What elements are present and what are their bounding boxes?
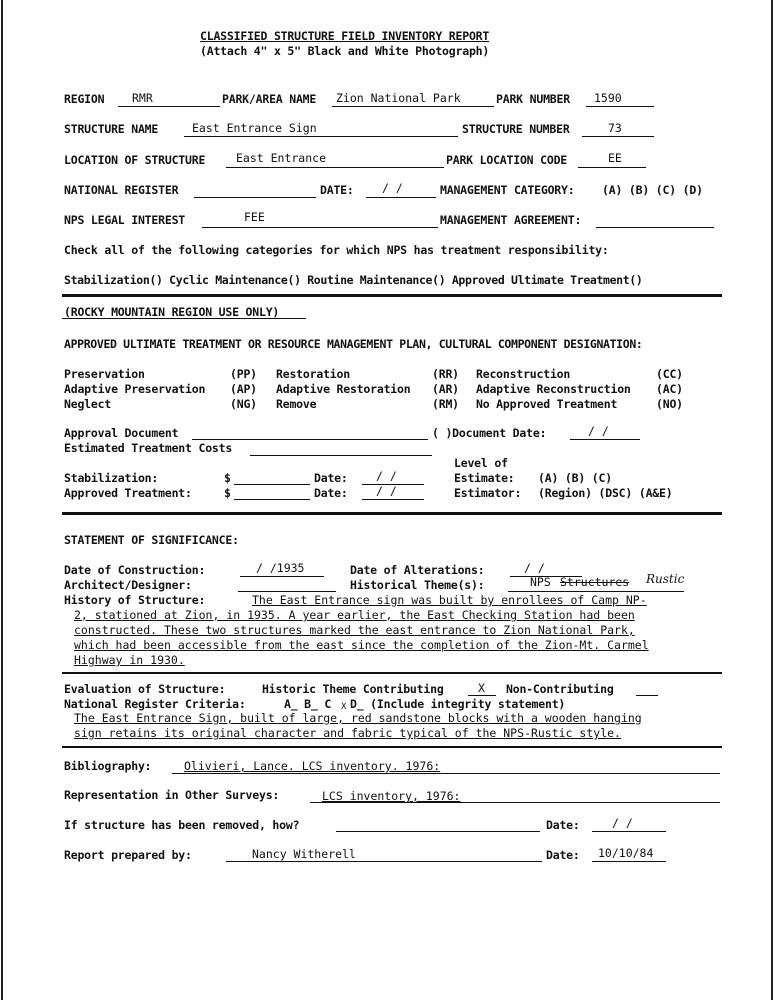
national-register-underline bbox=[194, 197, 316, 198]
contributing-underline bbox=[468, 695, 496, 696]
stabilization-dollar: $ bbox=[224, 471, 231, 485]
treatment-no-approved: No Approved Treatment bbox=[476, 397, 618, 411]
criteria-mark: X bbox=[341, 702, 347, 712]
historical-theme-handwritten: Rustic bbox=[646, 572, 685, 586]
construction-date-underline bbox=[240, 576, 324, 577]
estimated-costs-underline bbox=[250, 455, 432, 456]
treatment-adaptive-preservation: Adaptive Preservation bbox=[64, 382, 206, 396]
history-line-3: constructed. These two structures marked the east entrance to Zion National Park, bbox=[74, 623, 635, 637]
park-number-label: PARK NUMBER bbox=[496, 92, 570, 106]
representation-value: LCS inventory, 1976: bbox=[322, 789, 461, 803]
treatment-adaptive-restoration-code: (AR) bbox=[432, 382, 459, 396]
removed-label: If structure has been removed, how? bbox=[64, 818, 300, 832]
park-name-value: Zion National Park bbox=[336, 91, 461, 105]
treatment-neglect-code: (NG) bbox=[230, 397, 257, 411]
non-contributing-underline bbox=[636, 695, 658, 696]
stabilization-date-value: / / bbox=[376, 469, 397, 483]
evaluation-label: Evaluation of Structure: bbox=[64, 682, 226, 696]
non-contributing-label: Non-Contributing bbox=[506, 682, 614, 696]
rocky-mountain-heading: (ROCKY MOUNTAIN REGION USE ONLY) bbox=[64, 305, 280, 319]
treatment-adaptive-restoration: Adaptive Restoration bbox=[276, 382, 411, 396]
park-location-code-label: PARK LOCATION CODE bbox=[446, 153, 568, 167]
prepared-by-underline bbox=[226, 861, 542, 862]
region-value: RMR bbox=[132, 91, 153, 105]
location-underline bbox=[226, 167, 444, 168]
structure-number-underline bbox=[582, 136, 654, 137]
history-line-2: 2, stationed at Zion, in 1935. A year earlier, the East Checking Station had been bbox=[74, 608, 635, 622]
approved-treatment-date-label: Date: bbox=[314, 486, 348, 500]
section-divider-2 bbox=[62, 512, 722, 515]
bibliography-label: Bibliography: bbox=[64, 759, 152, 773]
historical-theme-struck: Structures bbox=[560, 575, 630, 589]
representation-label: Representation in Other Surveys: bbox=[64, 788, 280, 802]
management-category-options: (A) (B) (C) (D) bbox=[602, 183, 703, 197]
removed-underline bbox=[336, 831, 540, 832]
estimator-options: (Region) (DSC) (A&E) bbox=[538, 486, 673, 500]
stabilization-cost-underline bbox=[234, 484, 310, 485]
history-line-1: The East Entrance sign was built by enrollees of Camp NP- bbox=[252, 593, 647, 607]
legal-interest-value: FEE bbox=[244, 210, 265, 224]
structure-name-underline bbox=[184, 136, 458, 137]
prepared-date-value: 10/10/84 bbox=[598, 846, 654, 860]
section-divider-1 bbox=[62, 294, 722, 297]
legal-interest-label: NPS LEGAL INTEREST bbox=[64, 213, 186, 227]
prepared-by-label: Report prepared by: bbox=[64, 848, 192, 862]
structure-name-value: East Entrance Sign bbox=[192, 121, 317, 135]
treatment-preservation-code: (PP) bbox=[230, 367, 257, 381]
park-name-label: PARK/AREA NAME bbox=[222, 92, 317, 106]
park-location-code-value: EE bbox=[608, 151, 622, 165]
stabilization-cost-label: Stabilization: bbox=[64, 471, 159, 485]
prepared-date-label: Date: bbox=[546, 848, 580, 862]
historic-theme-contributing: Historic Theme Contributing bbox=[262, 682, 444, 696]
location-label: LOCATION OF STRUCTURE bbox=[64, 153, 206, 167]
construction-date-value: / /1935 bbox=[256, 561, 305, 575]
alterations-date-value: / / bbox=[524, 561, 545, 575]
removed-date-underline bbox=[592, 831, 666, 832]
approved-treatment-date-value: / / bbox=[376, 484, 397, 498]
estimate-options: (A) (B) (C) bbox=[538, 471, 612, 485]
history-line-4: which had been accessible from the east since the completion of the Zion-Mt. Carmel bbox=[74, 638, 649, 652]
stabilization-date-label: Date: bbox=[314, 471, 348, 485]
legal-interest-underline bbox=[202, 227, 438, 228]
approved-treatment-heading: APPROVED ULTIMATE TREATMENT OR RESOURCE MANAGEMENT PLAN, CULTURAL COMPONENT DESIGNATION: bbox=[64, 337, 643, 351]
treatment-restoration: Restoration bbox=[276, 367, 350, 381]
treatment-adaptive-reconstruction-code: (AC) bbox=[656, 382, 683, 396]
document-date-value: / / bbox=[588, 424, 609, 438]
section-divider-4 bbox=[62, 746, 722, 748]
nr-date-value: / / bbox=[382, 181, 403, 195]
bibliography-underline bbox=[172, 773, 720, 774]
treatment-restoration-code: (RR) bbox=[432, 367, 459, 381]
approved-treatment-cost-label: Approved Treatment: bbox=[64, 486, 192, 500]
approved-treatment-dollar: $ bbox=[224, 486, 231, 500]
management-category-label: MANAGEMENT CATEGORY: bbox=[440, 183, 575, 197]
treatment-preservation: Preservation bbox=[64, 367, 145, 381]
treatment-reconstruction: Reconstruction bbox=[476, 367, 571, 381]
level-of-label: Level of bbox=[454, 456, 508, 470]
location-value: East Entrance bbox=[236, 151, 327, 165]
treatment-remove: Remove bbox=[276, 397, 317, 411]
contributing-mark: X bbox=[478, 681, 485, 695]
scan-right-edge bbox=[771, 0, 773, 1000]
treatment-reconstruction-code: (CC) bbox=[656, 367, 683, 381]
structure-name-label: STRUCTURE NAME bbox=[64, 122, 159, 136]
historical-theme-typed: NPS bbox=[530, 575, 551, 589]
alterations-date-label: Date of Alterations: bbox=[350, 563, 485, 577]
treatment-remove-code: (RM) bbox=[432, 397, 459, 411]
significance-heading: STATEMENT OF SIGNIFICANCE: bbox=[64, 533, 239, 547]
criteria-value: A_ B_ C bbox=[284, 697, 332, 711]
structure-number-value: 73 bbox=[608, 121, 622, 135]
prepared-date-underline bbox=[592, 861, 666, 862]
treatment-responsibility-options: Stabilization() Cyclic Maintenance() Routine Maintenance() Approved Ultimate Treatment() bbox=[64, 273, 643, 287]
treatment-no-approved-code: (NO) bbox=[656, 397, 683, 411]
form-subtitle: (Attach 4" x 5" Black and White Photograph) bbox=[200, 44, 490, 58]
region-label: REGION bbox=[64, 92, 105, 106]
document-date-label: ( )Document Date: bbox=[432, 426, 547, 440]
integrity-line-2: sign retains its original character and fabric typical of the NPS-Rustic style. bbox=[74, 726, 621, 740]
prepared-by-value: Nancy Witherell bbox=[252, 847, 356, 861]
approval-document-label: Approval Document bbox=[64, 426, 179, 440]
estimator-label: Estimator: bbox=[454, 486, 522, 500]
scan-left-edge bbox=[1, 0, 3, 1000]
park-number-value: 1590 bbox=[594, 91, 622, 105]
rocky-mountain-heading-underline bbox=[62, 318, 306, 319]
history-label: History of Structure: bbox=[64, 593, 206, 607]
architect-label: Architect/Designer: bbox=[64, 578, 192, 592]
park-name-underline bbox=[332, 106, 494, 107]
criteria-label: National Register Criteria: bbox=[64, 697, 246, 711]
architect-underline bbox=[238, 591, 336, 592]
construction-date-label: Date of Construction: bbox=[64, 563, 206, 577]
criteria-rest: D_ (Include integrity statement) bbox=[350, 697, 566, 711]
treatment-adaptive-reconstruction: Adaptive Reconstruction bbox=[476, 382, 631, 396]
integrity-line-1: The East Entrance Sign, built of large, red sandstone blocks with a wooden hanging bbox=[74, 711, 642, 725]
nr-date-label: DATE: bbox=[320, 183, 354, 197]
treatment-neglect: Neglect bbox=[64, 397, 112, 411]
section-divider-3 bbox=[62, 672, 722, 674]
approved-treatment-cost-underline bbox=[234, 499, 310, 500]
form-title: CLASSIFIED STRUCTURE FIELD INVENTORY REPORT bbox=[200, 29, 490, 43]
approval-document-underline bbox=[192, 439, 428, 440]
treatment-adaptive-preservation-code: (AP) bbox=[230, 382, 257, 396]
removed-date-label: Date: bbox=[546, 818, 580, 832]
history-line-5: Highway in 1930. bbox=[74, 653, 185, 667]
estimated-costs-label: Estimated Treatment Costs bbox=[64, 441, 233, 455]
park-number-underline bbox=[586, 106, 654, 107]
park-location-code-underline bbox=[578, 167, 646, 168]
bibliography-value: Olivieri, Lance. LCS inventory. 1976: bbox=[184, 759, 441, 773]
historical-theme-label: Historical Theme(s): bbox=[350, 578, 485, 592]
removed-date-value: / / bbox=[612, 816, 633, 830]
national-register-label: NATIONAL REGISTER bbox=[64, 183, 179, 197]
check-all-instructions: Check all of the following categories for which NPS has treatment responsibility: bbox=[64, 243, 609, 257]
management-agreement-label: MANAGEMENT AGREEMENT: bbox=[440, 213, 582, 227]
region-underline bbox=[118, 106, 220, 107]
management-agreement-underline bbox=[596, 227, 714, 228]
approved-treatment-date-underline bbox=[362, 499, 424, 500]
estimate-label: Estimate: bbox=[454, 471, 515, 485]
historical-theme-underline bbox=[508, 591, 684, 592]
document-date-underline bbox=[570, 439, 640, 440]
structure-number-label: STRUCTURE NUMBER bbox=[462, 122, 570, 136]
nr-date-underline bbox=[366, 197, 436, 198]
